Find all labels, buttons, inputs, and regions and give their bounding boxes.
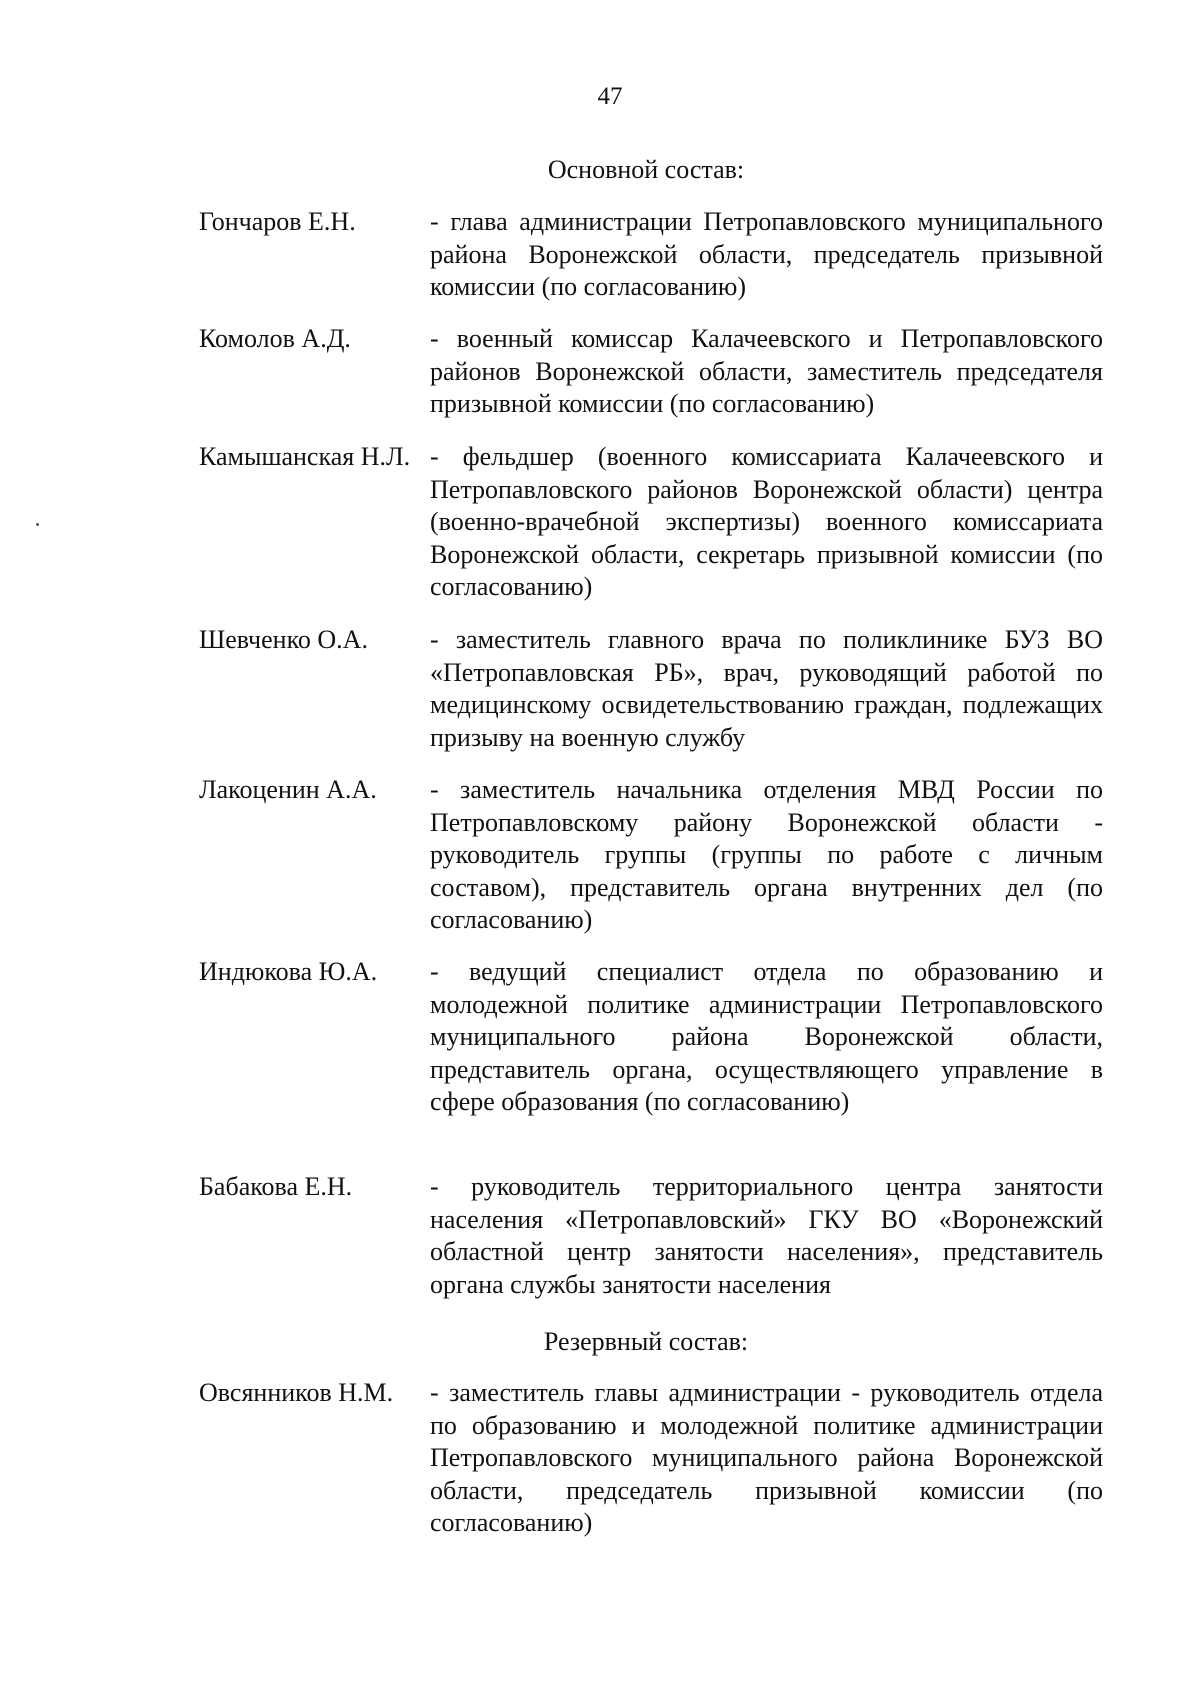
member-name: Шевченко О.А. <box>199 625 368 654</box>
member-name: Комолов А.Д. <box>199 324 351 353</box>
member-role: - фельдшер (военного комиссариата Калачеевского и Петропавловского районов Воронежской области) центра (военно-врачебной экспертизы) военного комиссариата Воронежской области, секретарь призывной комиссии (по согласованию) <box>430 442 1103 601</box>
member-name: Камышанская Н.Л. <box>199 442 411 471</box>
member-name: Индюкова Ю.А. <box>199 957 378 986</box>
member-name: Бабакова Е.Н. <box>199 1172 353 1201</box>
member-role: - заместитель главы администрации - руководитель отдела по образованию и молодежной политике администрации Петропавловского муниципального района Воронежской области, председатель призывной комиссии (по согласованию) <box>430 1378 1103 1537</box>
member-name: Гончаров Е.Н. <box>199 207 356 236</box>
member-role: - глава администрации Петропавловского муниципального района Воронежской области, председатель призывной комиссии (по согласованию) <box>430 207 1103 301</box>
scan-artifact <box>36 523 39 526</box>
member-role: - руководитель территориального центра занятости населения «Петропавловский» ГКУ ВО «Воронежский областной центр занятости населения», представитель органа службы занятости населения <box>430 1172 1103 1299</box>
member-name: Лакоценин А.А. <box>199 775 377 804</box>
member-name: Овсянников Н.М. <box>199 1378 394 1407</box>
member-role: - заместитель начальника отделения МВД России по Петропавловскому району Воронежской области - руководитель группы (группы по работе с личным составом), представитель органа внутренних дел (по согласованию) <box>430 775 1103 934</box>
section-title-reserve: Резервный состав: <box>543 1327 749 1356</box>
member-role: - ведущий специалист отдела по образованию и молодежной политике администрации Петропавловского муниципального района Воронежской области, представитель органа, осуществляющего управление в сфере образования (по согласованию) <box>430 957 1103 1116</box>
page-number: 47 <box>597 83 623 110</box>
member-role: - военный комиссар Калачеевского и Петропавловского районов Воронежской области, заместитель председателя призывной комиссии (по согласованию) <box>430 324 1103 418</box>
section-title-main: Основной состав: <box>547 155 745 184</box>
member-role: - заместитель главного врача по поликлинике БУЗ ВО «Петропавловская РБ», врач, руководящий работой по медицинскому освидетельствованию граждан, подлежащих призыву на военную службу <box>430 625 1103 752</box>
